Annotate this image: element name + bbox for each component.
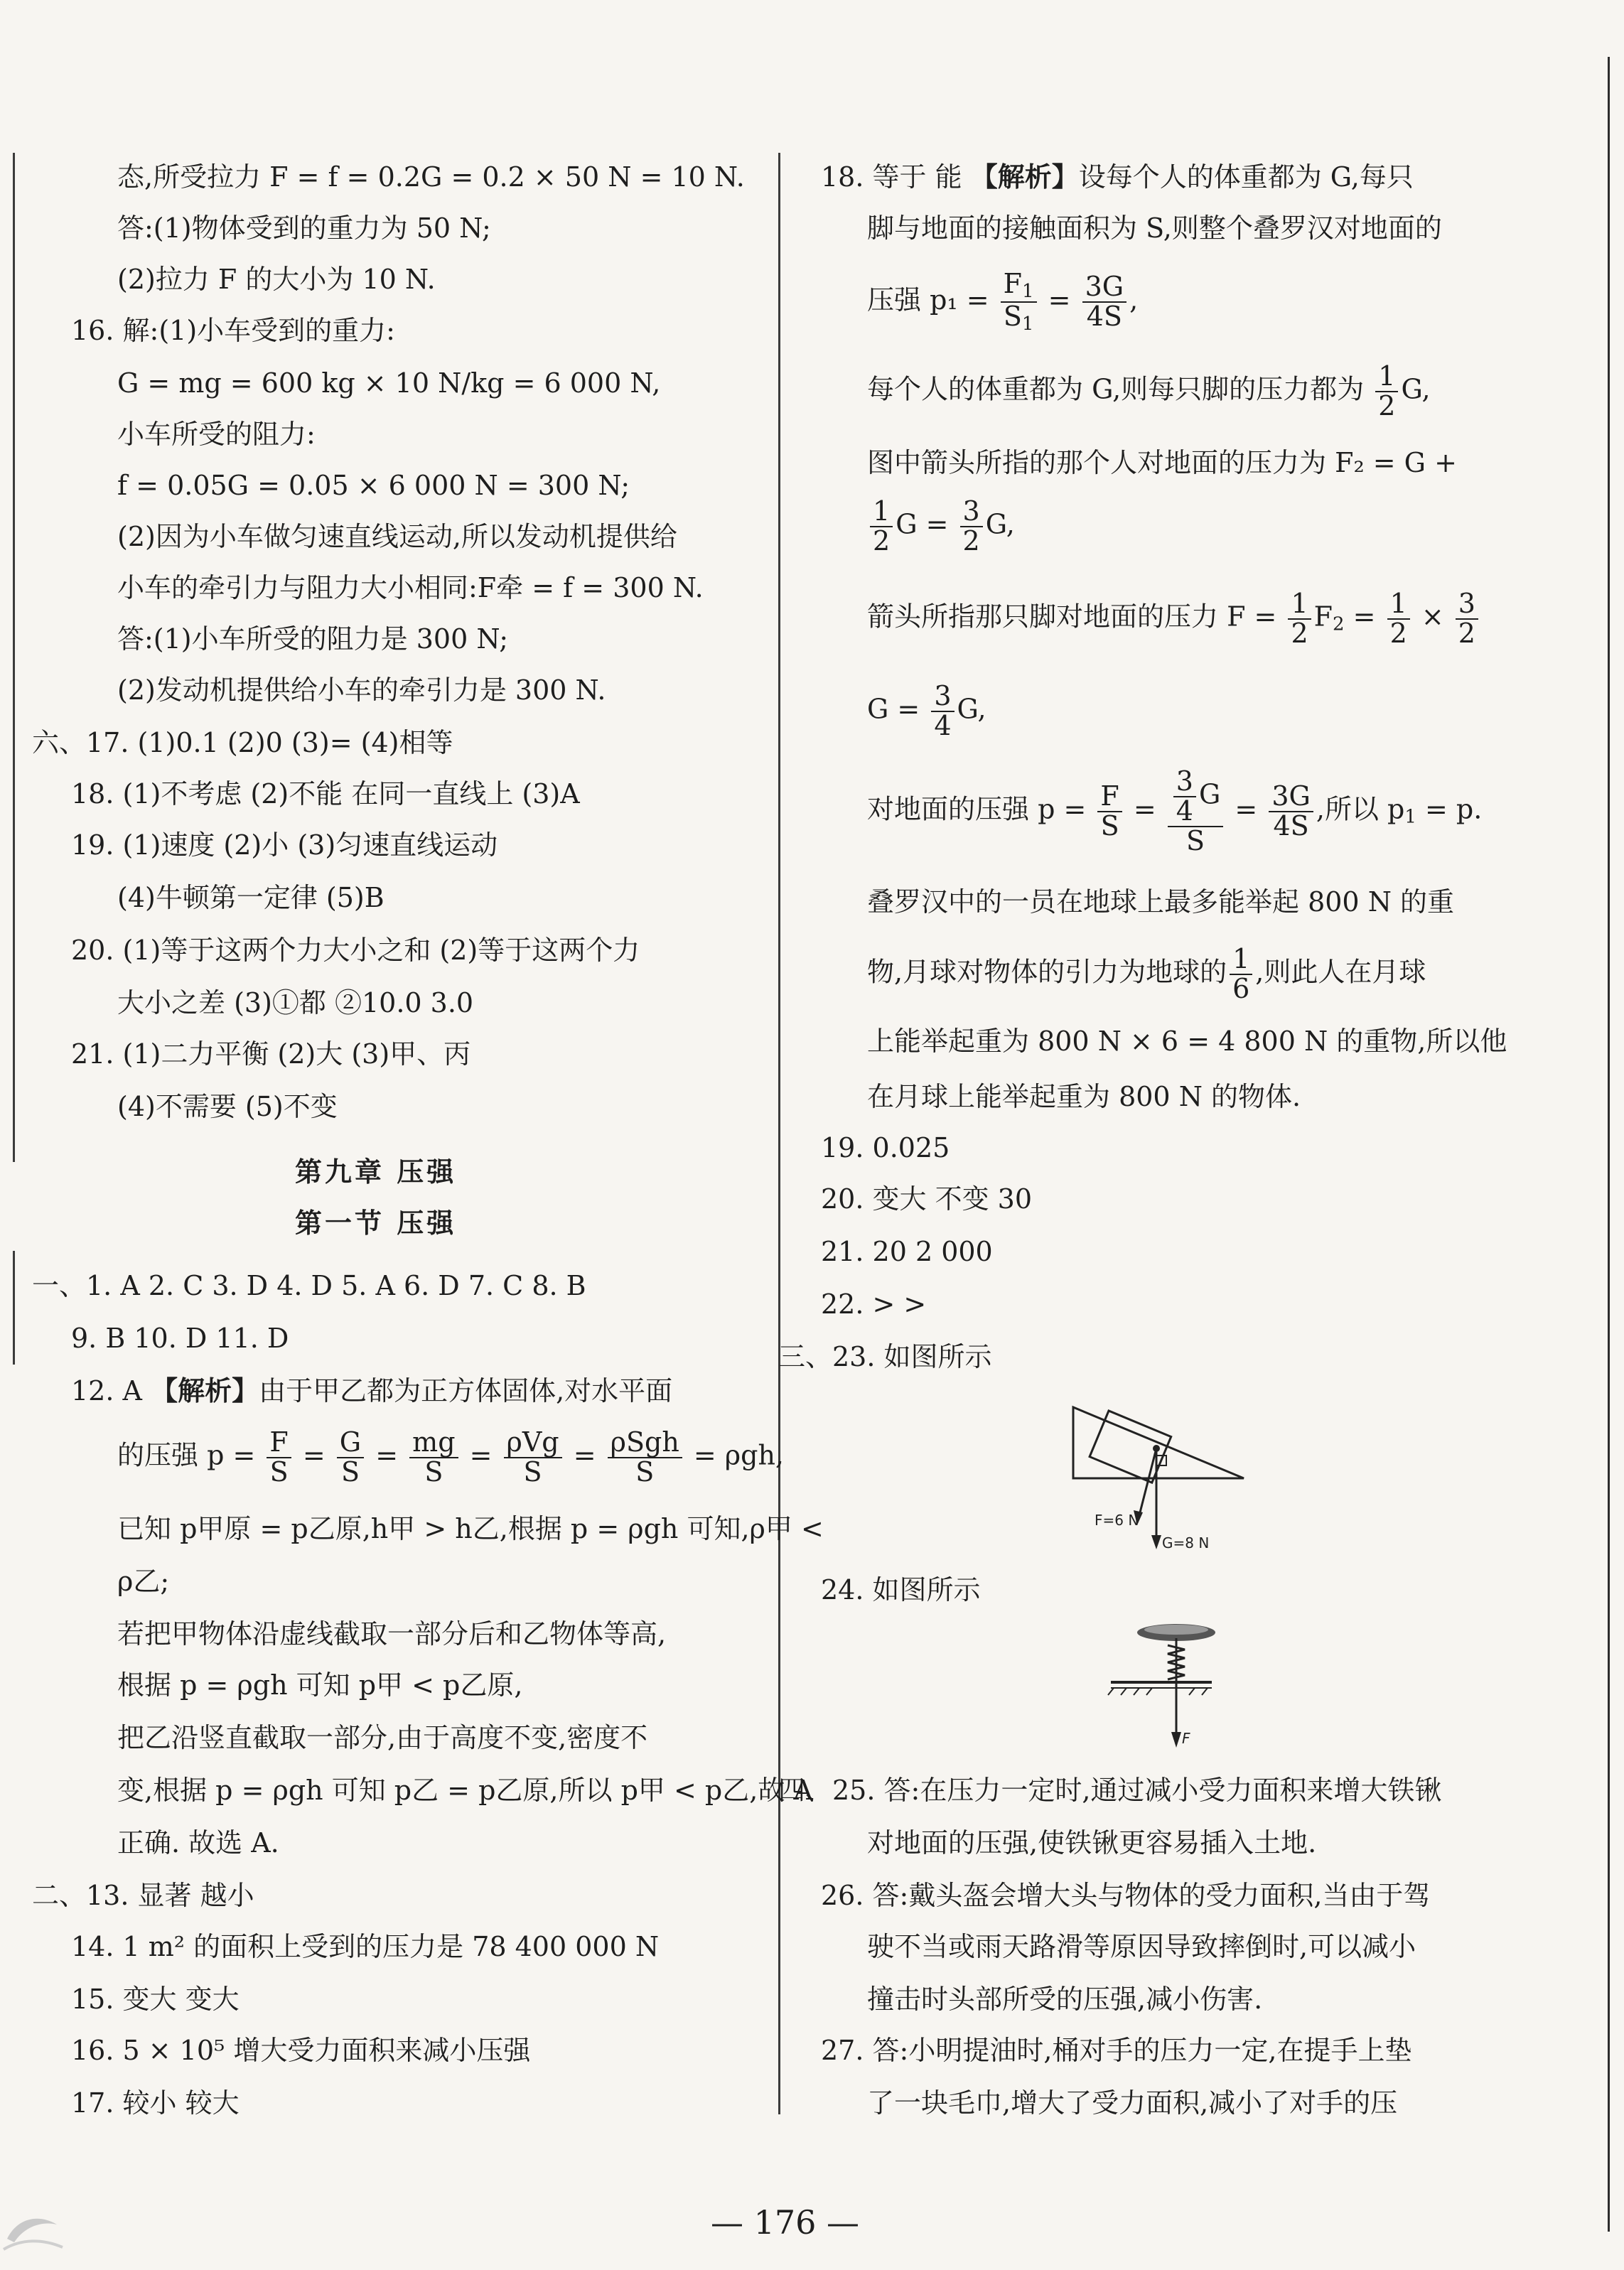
text-line: 把乙沿竖直截取一部分,由于高度不变,密度不 bbox=[117, 1722, 648, 1753]
fraction: $\frac{3}{4}$ G S bbox=[1168, 768, 1224, 856]
answer-label: 12. A bbox=[71, 1375, 142, 1406]
analysis-label: 【解析】 bbox=[970, 161, 1079, 193]
fraction: $\frac{1}{2}$ bbox=[870, 497, 893, 556]
text-line: 驶不当或雨天路滑等原因导致摔倒时,可以减小 bbox=[867, 1931, 1416, 1962]
text-line: (2)拉力 F 的大小为 10 N. bbox=[117, 264, 436, 295]
chapter-heading: 第九章 压强 bbox=[295, 1156, 457, 1188]
fraction: $\frac{3G}{4S}$ bbox=[1082, 273, 1127, 331]
formula-line: 压强 p₁ = $\frac{F_1}{S_1}$ = $\frac{3G}{4S}$ , bbox=[867, 268, 1139, 335]
fraction: $\frac{3}{2}$ bbox=[960, 497, 983, 556]
fraction: $\frac{1}{2}$ bbox=[1387, 590, 1410, 648]
text-line: 了一块毛巾,增大了受力面积,减小了对手的压 bbox=[867, 2087, 1398, 2119]
text-line: 24. 如图所示 bbox=[821, 1574, 981, 1605]
text-line: 27. 答:小明提油时,桶对手的压力一定,在提手上垫 bbox=[821, 2035, 1412, 2066]
formula-line bbox=[867, 945, 1426, 1004]
text-line: 叠罗汉中的一员在地球上最多能举起 800 N 的重 bbox=[867, 886, 1455, 918]
left-margin-rule-lower bbox=[13, 1251, 15, 1365]
text-line: 已知 p甲原 = p乙原,h甲 > h乙,根据 p = ρgh 可知,ρ甲 < bbox=[117, 1513, 824, 1544]
text-line: G = mg = 600 kg × 10 N/kg = 6 000 N, bbox=[117, 367, 661, 399]
text-line: (4)牛顿第一定律 (5)B bbox=[117, 882, 385, 913]
text-line bbox=[71, 1377, 672, 1404]
text-line: ρ乙; bbox=[117, 1566, 170, 1597]
page-number: — 176 — bbox=[711, 2203, 860, 2242]
fraction: $\frac{1}{2}$ bbox=[1288, 590, 1311, 648]
page-edge bbox=[1608, 57, 1610, 2232]
text-line: 根据 p = ρgh 可知 p甲 < p乙原, bbox=[117, 1669, 523, 1701]
text-line: 二、13. 显著 越小 bbox=[32, 1880, 254, 1911]
fraction: $\frac{\text{ρSgh}}{S}$ bbox=[608, 1429, 682, 1487]
text-line: 六、17. (1)0.1 (2)0 (3)= (4)相等 bbox=[32, 727, 453, 758]
analysis-text: 由于甲乙都为正方体固体,对水平面 bbox=[259, 1375, 673, 1406]
text-line: 26. 答:戴头盔会增大头与物体的受力面积,当由于驾 bbox=[821, 1880, 1431, 1911]
text-line: 14. 1 m² 的面积上受到的压力是 78 400 000 N bbox=[71, 1931, 660, 1962]
text-line: 若把甲物体沿虚线截取一部分后和乙物体等高, bbox=[117, 1618, 667, 1650]
spring-press-diagram bbox=[1105, 1617, 1240, 1755]
analysis-text: 设每个人的体重都为 G,每只 bbox=[1078, 161, 1414, 193]
text-line: (2)因为小车做匀速直线运动,所以发动机提供给 bbox=[117, 521, 677, 552]
formula-tail: ,则此人在月球 bbox=[1255, 956, 1426, 988]
formula-line: 对地面的压强 p = $\frac{F}{S}$ = $\frac{3}{4}$ G S = $\frac{3G}{4S}$ ,所以 $p_1 = p$. bbox=[867, 765, 1483, 856]
text-line: 16. 解:(1)小车受到的重力: bbox=[71, 315, 395, 346]
fraction: $\frac{mg}{S}$ bbox=[409, 1429, 458, 1487]
text-line: 上能举起重为 800 N × 6 = 4 800 N 的重物,所以他 bbox=[867, 1026, 1507, 1057]
force-label: F bbox=[1182, 1730, 1190, 1747]
text-line: 图中箭头所指的那个人对地面的压力为 F₂ = G + bbox=[867, 447, 1457, 478]
text-line: f = 0.05G = 0.05 × 6 000 N = 300 N; bbox=[117, 470, 630, 501]
formula-line: G = $\frac{3}{4}$ G, bbox=[867, 680, 986, 741]
text-line: 20. (1)等于这两个力大小之和 (2)等于这两个力 bbox=[71, 935, 640, 966]
text-line: 15. 变大 变大 bbox=[71, 1984, 240, 2015]
text-line: 脚与地面的接触面积为 S,则整个叠罗汉对地面的 bbox=[867, 213, 1442, 244]
formula-line: 箭头所指那只脚对地面的压力 F = $\frac{1}{2}$ $F_2$ = $\frac{1}{2}$ × $\frac{3}{2}$ bbox=[867, 590, 1481, 648]
text-line: 16. 5 × 10⁵ 增大受力面积来减小压强 bbox=[71, 2035, 531, 2066]
text-line: 撞击时头部所受的压强,减小伤害. bbox=[867, 1984, 1263, 2015]
fraction: $\frac{3}{2}$ bbox=[1456, 590, 1478, 648]
text-line: 大小之差 (3)①都 ②10.0 3.0 bbox=[117, 987, 474, 1018]
section-heading: 第一节 压强 bbox=[295, 1207, 457, 1239]
text-line: 小车所受的阻力: bbox=[117, 419, 316, 450]
formula-line: $\frac{1}{2}$ G = $\frac{3}{2}$ G, bbox=[867, 497, 1015, 556]
formula-lead: 的压强 p = bbox=[117, 1439, 256, 1471]
left-margin-rule bbox=[13, 153, 15, 1162]
fraction: $\frac{1}{6}$ bbox=[1230, 945, 1252, 1004]
text-line: 22. > > bbox=[821, 1289, 927, 1320]
fraction: $\frac{\text{ρVg}}{S}$ bbox=[504, 1429, 562, 1487]
fraction: $\frac{F}{S}$ bbox=[267, 1429, 291, 1487]
text-line: (2)发动机提供给小车的牵引力是 300 N. bbox=[117, 674, 606, 706]
text-line: 20. 变大 不变 30 bbox=[821, 1183, 1033, 1215]
fraction: $\frac{G}{S}$ bbox=[337, 1429, 364, 1487]
formula-line: 的压强 p = $\frac{F}{S}$ = $\frac{G}{S}$ = $\frac{mg}{S}$ = $\frac{\text{ρVg}}{S}$ = $\frac{\text{ρSgh}}{S}$ = ρgh, bbox=[117, 1426, 785, 1488]
text-line: 四、25. 答:在压力一定时,通过减小受力面积来增大铁锹 bbox=[778, 1775, 1442, 1806]
text-line: 答:(1)物体受到的重力为 50 N; bbox=[117, 213, 491, 244]
publisher-logo-watermark bbox=[0, 2189, 64, 2260]
text-line: 对地面的压强,使铁锹更容易插入土地. bbox=[867, 1827, 1317, 1859]
text-line: 变,根据 p = ρgh 可知 p乙 = p乙原,所以 p甲 < p乙,故 A bbox=[117, 1775, 813, 1806]
formula-lead: 对地面的压强 p = bbox=[867, 793, 1087, 825]
incline-force-diagram bbox=[1066, 1386, 1272, 1564]
text-line: 态,所受拉力 F = f = 0.2G = 0.2 × 50 N = 10 N. bbox=[117, 161, 745, 193]
text-line: (4)不需要 (5)不变 bbox=[117, 1091, 338, 1122]
formula-lead: 压强 p₁ = bbox=[867, 284, 989, 316]
text-line: 21. (1)二力平衡 (2)大 (3)甲、丙 bbox=[71, 1038, 471, 1070]
text-line: 在月球上能举起重为 800 N 的物体. bbox=[867, 1081, 1301, 1112]
text-line: 18. (1)不考虑 (2)不能 在同一直线上 (3)A bbox=[71, 778, 580, 809]
analysis-label: 【解析】 bbox=[151, 1375, 259, 1406]
answer-label: 18. 等于 能 bbox=[821, 161, 962, 193]
force-g-label: G=8 N bbox=[1162, 1534, 1210, 1551]
text-line: 三、23. 如图所示 bbox=[778, 1341, 992, 1372]
text-line bbox=[821, 161, 1414, 193]
fraction: $\frac{3}{4}$ bbox=[931, 682, 954, 741]
formula-line: 每个人的体重都为 G,则每只脚的压力都为 $\frac{1}{2}$ G, bbox=[867, 360, 1431, 421]
formula-lead: 物,月球对物体的引力为地球的 bbox=[867, 956, 1227, 988]
text-line: 19. (1)速度 (2)小 (3)匀速直线运动 bbox=[71, 829, 498, 861]
text-line: 21. 20 2 000 bbox=[821, 1236, 993, 1267]
text-line: 答:(1)小车所受的阻力是 300 N; bbox=[117, 623, 509, 655]
text-line: 小车的牵引力与阻力大小相同:F牵 = f = 300 N. bbox=[117, 572, 704, 603]
text-line: 9. B 10. D 11. D bbox=[71, 1323, 289, 1354]
fraction: $\frac{F}{S}$ bbox=[1097, 782, 1122, 841]
text-line: 一、1. A 2. C 3. D 4. D 5. A 6. D 7. C 8. B bbox=[32, 1270, 586, 1301]
formula-lead: 箭头所指那只脚对地面的压力 F = bbox=[867, 601, 1277, 633]
fraction: $\frac{3G}{4S}$ bbox=[1269, 782, 1313, 841]
text-line: 19. 0.025 bbox=[821, 1132, 950, 1163]
formula-lead: 每个人的体重都为 G,则每只脚的压力都为 bbox=[867, 373, 1365, 405]
fraction: $\frac{F_1}{S_1}$ bbox=[1001, 270, 1037, 335]
fraction: $\frac{1}{2}$ bbox=[1375, 362, 1398, 421]
column-divider bbox=[778, 153, 780, 2114]
text-line: 正确. 故选 A. bbox=[117, 1827, 279, 1859]
force-f-label: F=6 N bbox=[1095, 1512, 1139, 1529]
text-line: 17. 较小 较大 bbox=[71, 2087, 240, 2119]
